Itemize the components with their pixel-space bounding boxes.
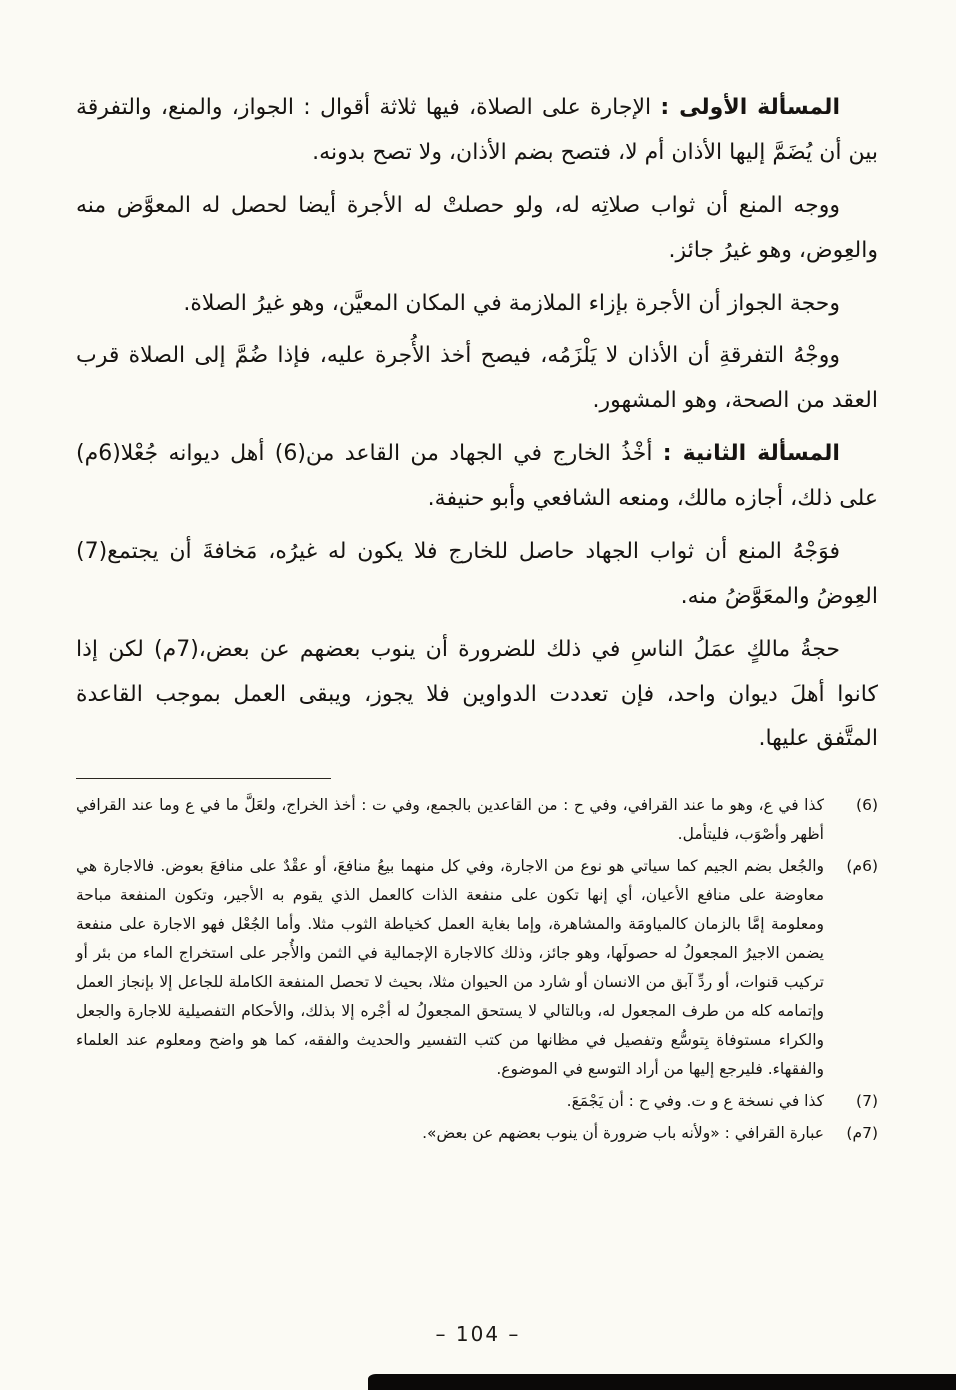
paragraph-7 <box>76 628 878 763</box>
footnote-separator-line <box>76 778 331 779</box>
footnote-7-text: كذا في نسخة ع و ت. وفي ح : أن يَجْمَعَ. <box>566 1092 824 1111</box>
paragraph-2 <box>76 184 878 274</box>
footnote-6m-marker: (6م) <box>846 857 878 876</box>
page-number: – 104 – <box>435 1322 521 1346</box>
footnote-6-marker: (6) <box>856 796 878 815</box>
section-heading-2: المسألة الثانية : <box>662 441 840 467</box>
paragraph-3 <box>76 282 878 327</box>
footnote-6-text: كذا في ع، وهو ما عند القرافي، وفي ح : من القاعدين بالجمع، وفي ت : أخذ الخراج، ولعَلَّ ما في ع وما عند القرافي أظهر وأصْوَب، فليتأمل. <box>76 796 824 844</box>
footnote-7m <box>76 1119 878 1148</box>
paragraph-4-text: ووجْهُ التفرقةِ أن الأذان لا يَلْزَمُه، فيصح أخذ الأُجرة عليه، فإذا ضُمَّ إلى الصلاة قرب العقد من الصحة، وهو المشهور. <box>76 343 878 414</box>
footnote-6m-text: والجُعل بضم الجيم كما سياتي هو نوع من الاجارة، وفي كل منهما بيعُ منافعَ، أو عقْدٌ على منافعَ بعوض. فالاجارة هي معاوضة على منافع الأعيان، أي إنها تكون على منفعة الذات كالعمل الذي يقوم به الأجير، وتكون المنفعة مباحة ومعلومة إمَّا بالزمان كالمياومَة والمشاهرة، وإما بغاية العمل كخياطة الثوب مثلا. وأما الجُعْل فهو الاجارة على منفعة يضمن الاجيرُ المجعولُ له حصولَها، وهو جائز، وذلك كالاجارة الإجمالية في الثمن والأُجر على استخراج الماء من بئر أو تركيب قنوات، أو ردِّ آبق من الانسان أو شارد من الحيوان مثلا، بحيث لا تحصل المنفعة الكاملة للجاعل إلا بإنجاز العمل وإتمامه كله من طرف المجعول له، وبالتالي لا يستحق المجعولُ له أجْره إلا بذلك، والأحكام التفصيلية للاجارة والجعل والكراء مستوفاة بِتوسُّع وتفصيل في مظانها من كتب التفسير والحديث والفقه، كما هو واضح ومعلوم عند العلماء والفقهاء. فليرجع إليها من أراد التوسع في الموضوع. <box>76 857 824 1079</box>
main-text-block <box>76 86 878 762</box>
scan-artifact-bar <box>368 1374 956 1390</box>
paragraph-1 <box>76 86 878 176</box>
paragraph-3-text: وحجة الجواز أن الأجرة بإزاء الملازمة في المكان المعيَّن، وهو غيرُ الصلاة. <box>183 290 840 316</box>
paragraph-4 <box>76 334 878 424</box>
paragraph-5-text: أخْذُ الخارج في الجهاد من القاعد من(6) أهل ديوانه جُعْلا(6م) على ذلك، أجازه مالك، ومنعه الشافعي وأبو حنيفة. <box>76 441 878 511</box>
paragraph-2-text: ووجه المنع أن ثواب صلاتِه له، ولو حصلتْ له الأجرة أيضا لحصل له المعوَّض منه والعِوض، وهو غيرُ جائز. <box>76 192 878 263</box>
paragraph-5 <box>76 432 878 522</box>
footnote-7m-marker: (7م) <box>846 1124 878 1143</box>
paragraph-6 <box>76 530 878 620</box>
footnote-7m-text: عبارة القرافي : «ولأنه باب ضرورة أن ينوب بعضهم عن بعض». <box>422 1124 824 1143</box>
footnote-7-marker: (7) <box>856 1092 878 1111</box>
paragraph-1-text: الإجارة على الصلاة، فيها ثلاثة أقوال : الجواز، والمنع، والتفرقة بين أن يُضَمَّ إليها الأذان أم لا، فتصح بضم الأذان، ولا تصح بدونه. <box>76 95 878 165</box>
footnote-7 <box>76 1087 878 1116</box>
paragraph-7-text: حجةُ مالكٍ عمَلُ الناسِ في ذلك للضرورة أن ينوب بعضهم عن بعض،(7م) لكن إذا كانوا أهلَ ديوان واحد، فإن تعددت الدواوين فلا يجوز، ويبقى العمل بموجب القاعدة المتَّفق عليها. <box>76 636 878 752</box>
footnotes-block <box>76 791 878 1148</box>
section-heading-1: المسألة الأولى : <box>660 95 840 120</box>
footnote-6m <box>76 852 878 1084</box>
paragraph-6-text: فوَجْهُ المنع أن ثواب الجهاد حاصل للخارج فلا يكون له غيرُه، مَخافةَ أن يجتمع(7) العِوضُ والمعَوَّضُ منه. <box>76 538 878 609</box>
footnote-6 <box>76 791 878 849</box>
